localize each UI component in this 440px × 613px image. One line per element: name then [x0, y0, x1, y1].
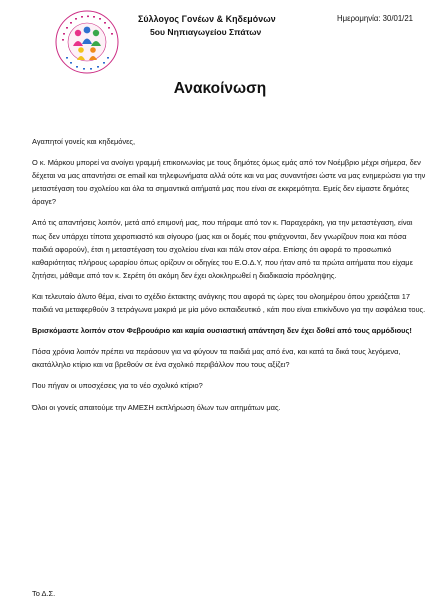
body-paragraph: Όλοι οι γονείς απαιτούμε την ΑΜΕΣΗ εκπλήρωση όλων των αιτημάτων μας.: [32, 402, 281, 412]
kindergarten-name: 5ου Νηπιαγωγείου Σπάτων: [150, 27, 262, 37]
association-name: Σύλλογος Γονέων & Κηδεμόνων: [138, 14, 276, 24]
announcement-body: [32, 135, 428, 422]
signature: Το Δ.Σ.: [32, 589, 56, 598]
association-logo-icon: [54, 9, 120, 75]
greeting-paragraph: Αγαπητοί γονείς και κηδεμόνες,: [32, 137, 136, 146]
body-paragraph: Που πήγαν οι υποσχέσεις για το νέο σχολικό κτίριο?: [32, 381, 203, 391]
date-label: Ημερομηνία: 30/01/21: [337, 14, 414, 23]
body-paragraph: Πόσα χρόνια λοιπόν πρέπει να περάσουν για να φύγουν τα παιδιά μας από ένα, και κατά τα δικά τους λεγόμενα, ακατάλληλο κτίριο και να βρεθούν σε ένα σχολικό περιβάλλον που τους αξίζει?: [32, 347, 401, 370]
body-paragraph: Και τελευταίο άλυτο θέμα, είναι το σχέδιο έκτακτης ανάγκης που αφορά τις ώρες του ολοημέρου όπου χρειάζεται 17 παιδιά να μεταφερθούν 3 τετράγωνα μακριά με μία μόνο εκπαιδευτικό , κάτι που είναι επικίνδυνο για την ασφάλεια τους.: [32, 291, 426, 315]
body-paragraph: Από τις απαντήσεις λοιπόν, μετά από επιμονή μας, που πήραμε από τον κ. Παραχεράκη, για την μεταστέγαση, είναι πως δεν υπάρχει τίποτα χειροπιαστό και σίγουρο (μας και οι δομές που φτιάχνονται, δεν γνωρίζουν ποια και πόσα παιδιά αφορούν), έτσι η μεταστέγαση του σχολείου είναι και πάλι στον αέρα. Επίσης ότι αφορά το προσωπικό καθαριότητας πλήρους ωραρίου όπως ορίζουν οι οδηγίες του Ε.Ο.Δ.Υ, που ήταν από τα πρώτα αιτήματα που είχαμε ζητήσει, μάθαμε από τον κ. Σερέτη ότι ακόμη δεν έχει ολοκληρωθεί η διαδικασία πρόσληψης.: [32, 218, 413, 280]
body-paragraph: Ο κ. Μάρκου μπορεί να ανοίγει γραμμή επικοινωνίας με τους δημότες όμως εμάς από τον Νοέμβριο μέχρι σήμερα, δεν δέχεται να μας απαντήσει σε email και τηλεφωνήματα αλλά ούτε και να μας συναντήσει ώστε να μας ενημερώσει για την μεταστέγαση του σχολείου και όλα τα σημαντικά αιτήματά μας που είναι σε εκκρεμότητα. Εμείς δεν είμαστε δημότες άραγε?: [32, 158, 426, 207]
document-title: Ανακοίνωση: [173, 80, 267, 97]
emphasis-paragraph: Βρισκόμαστε λοιπόν στον Φεβρουάριο και καμία ουσιαστική απάντηση δεν έχει δοθεί από τους αρμόδιους!: [32, 326, 412, 336]
